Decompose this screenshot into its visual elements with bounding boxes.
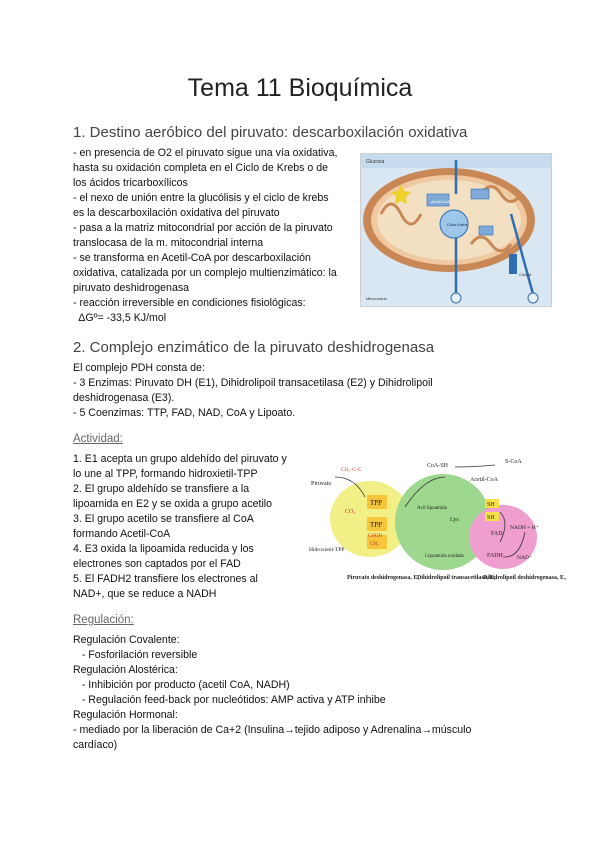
fad-label: FAD <box>491 531 503 537</box>
regulacion-heading: Regulación: <box>73 614 134 626</box>
co2-label: CO₂ <box>345 509 356 515</box>
fig-label: Citosol <box>519 272 532 277</box>
text-line: 5. El FADH2 transfiere los electrones al <box>73 573 258 585</box>
section2-heading: 2. Complejo enzimático de la piruvato deshidrogenasa <box>73 339 435 356</box>
text-line: es la descarboxilación oxidativa del piruvato <box>73 207 280 219</box>
text-line: electrones son captados por el FAD <box>73 558 241 570</box>
lys-label: Lys <box>450 517 459 523</box>
metabolite <box>451 293 461 303</box>
choh-label: CHOH <box>368 534 383 539</box>
text-line: - se transforma en Acetil-CoA por descarboxilación <box>73 252 311 264</box>
pyruvate-label: Piruvato <box>311 481 332 487</box>
text-line: hasta su oxidación completa en el Ciclo de Krebs o de <box>73 162 328 174</box>
pdh-complex-figure <box>305 447 566 603</box>
nad-label: NAD⁺ <box>517 555 532 561</box>
text-line: cardíaco) <box>73 739 118 751</box>
sh-label: SH <box>487 515 495 521</box>
e2-caption: Dihidrolipoil transacetilasa, E₂ <box>417 575 496 581</box>
page-title: Tema 11 Bioquímica <box>187 74 413 102</box>
pdh-diagram <box>305 447 566 603</box>
e1-caption: Piruvato deshidrogenasa, E₁ <box>347 575 420 581</box>
fig-label: Glucosa <box>366 159 385 165</box>
text-line: - pasa a la matriz mitocondrial por acción de la piruvato <box>73 222 333 234</box>
fadh2-label: FADH₂ <box>487 553 505 559</box>
text-line: Regulación Hormonal: <box>73 709 178 721</box>
mitochondria-figure <box>360 153 552 307</box>
tpp-label: TPP <box>370 521 383 529</box>
arrow <box>455 465 495 467</box>
tpp-label: TPP <box>370 499 383 507</box>
hydroxyethyl-label: Hidroxietil-TPP <box>309 547 345 553</box>
text-line: los ácidos tricarboxílicos <box>73 177 188 189</box>
section1-heading: 1. Destino aeróbico del piruvato: descarboxilación oxidativa <box>73 124 468 141</box>
acyl-lipoamide-label: Acil lipoamida <box>417 506 447 511</box>
coa-sh-label: CoA-SH <box>427 463 449 469</box>
metabolite <box>528 293 538 303</box>
text-line: Regulación Covalente: <box>73 634 180 646</box>
actividad-heading: Actividad: <box>73 433 123 445</box>
nadh-label: NADH + H⁺ <box>510 525 539 531</box>
text-line: - en presencia de O2 el piruvato sigue una vía oxidativa, <box>73 147 338 159</box>
fig-label: Ciclo Krebs <box>447 222 468 227</box>
sh-label: SH <box>487 502 495 508</box>
e3-caption: Dihidrolipoil deshidrogenasa, E₃ <box>483 575 566 581</box>
mitochondria-diagram <box>361 154 551 306</box>
fig-label: Mitocondria <box>366 296 387 301</box>
text-line: El complejo PDH consta de: <box>73 362 205 374</box>
text-line: lipoamida en E2 y se oxida a grupo acetilo <box>73 498 273 510</box>
text-line: Regulación Alostérica: <box>73 664 178 676</box>
enzyme-box <box>479 226 493 235</box>
section1-text <box>73 146 358 326</box>
text-line: oxidativa, catalizada por un complejo multienzimático: la <box>73 267 337 279</box>
lipoamide-oxid-label: Lipoamida oxidada <box>425 554 464 559</box>
text-line: piruvato deshidrogenasa <box>73 282 190 294</box>
text-line: - Fosforilación reversible <box>73 649 198 661</box>
acetyl-coa-label: Acetil-CoA <box>470 477 498 483</box>
text-line: lo une al TPP, formando hidroxietil-TPP <box>73 468 258 480</box>
text-line: translocasa de la m. mitocondrial interna <box>73 237 264 249</box>
text-line: - Regulación feed-back por nucleótidos: AMP activa y ATP inhibe <box>73 694 386 706</box>
text-line: - reacción irreversible en condiciones fisiológicas: <box>73 297 306 309</box>
text-line: - Inhibición por producto (acetil CoA, NADH) <box>73 679 290 691</box>
text-line: NAD+, que se reduce a NADH <box>73 588 217 600</box>
text-line: - 3 Enzimas: Piruvato DH (E1), Dihidrolipoil transacetilasa (E2) y Dihidrolipoil <box>73 377 433 389</box>
text-line: 3. El grupo acetilo se transfiere al CoA <box>73 513 254 525</box>
text-line: formando Acetil-CoA <box>73 528 171 540</box>
fig-label: Acetil-CoA <box>431 199 450 204</box>
actividad-text <box>73 452 303 602</box>
s-coa-label: S-CoA <box>505 459 522 465</box>
text-line: ΔGº= -33,5 KJ/mol <box>73 312 167 324</box>
text-line: 4. E3 oxida la lipoamida reducida y los <box>73 543 254 555</box>
text-line: deshidrogenasa (E3). <box>73 392 175 404</box>
ch3-label: CH₃ <box>370 542 379 547</box>
text-line: 1. E1 acepta un grupo aldehído del piruvato y <box>73 453 287 465</box>
text-line: - el nexo de unión entre la glucólisis y el ciclo de krebs <box>73 192 329 204</box>
section2-text <box>73 361 543 421</box>
transporter <box>509 254 517 274</box>
enzyme-box <box>471 189 489 199</box>
text-line: - mediado por la liberación de Ca+2 (Insulina→tejido adiposo y Adrenalina→músculo <box>73 724 472 736</box>
text-line: 2. El grupo aldehído se transfiere a la <box>73 483 250 495</box>
regulacion-text <box>73 633 543 753</box>
text-line: - 5 Coenzimas: TTP, FAD, NAD, CoA y Lipoato. <box>73 407 296 419</box>
pyruvate-structure: CH₃–C–C <box>341 468 362 473</box>
